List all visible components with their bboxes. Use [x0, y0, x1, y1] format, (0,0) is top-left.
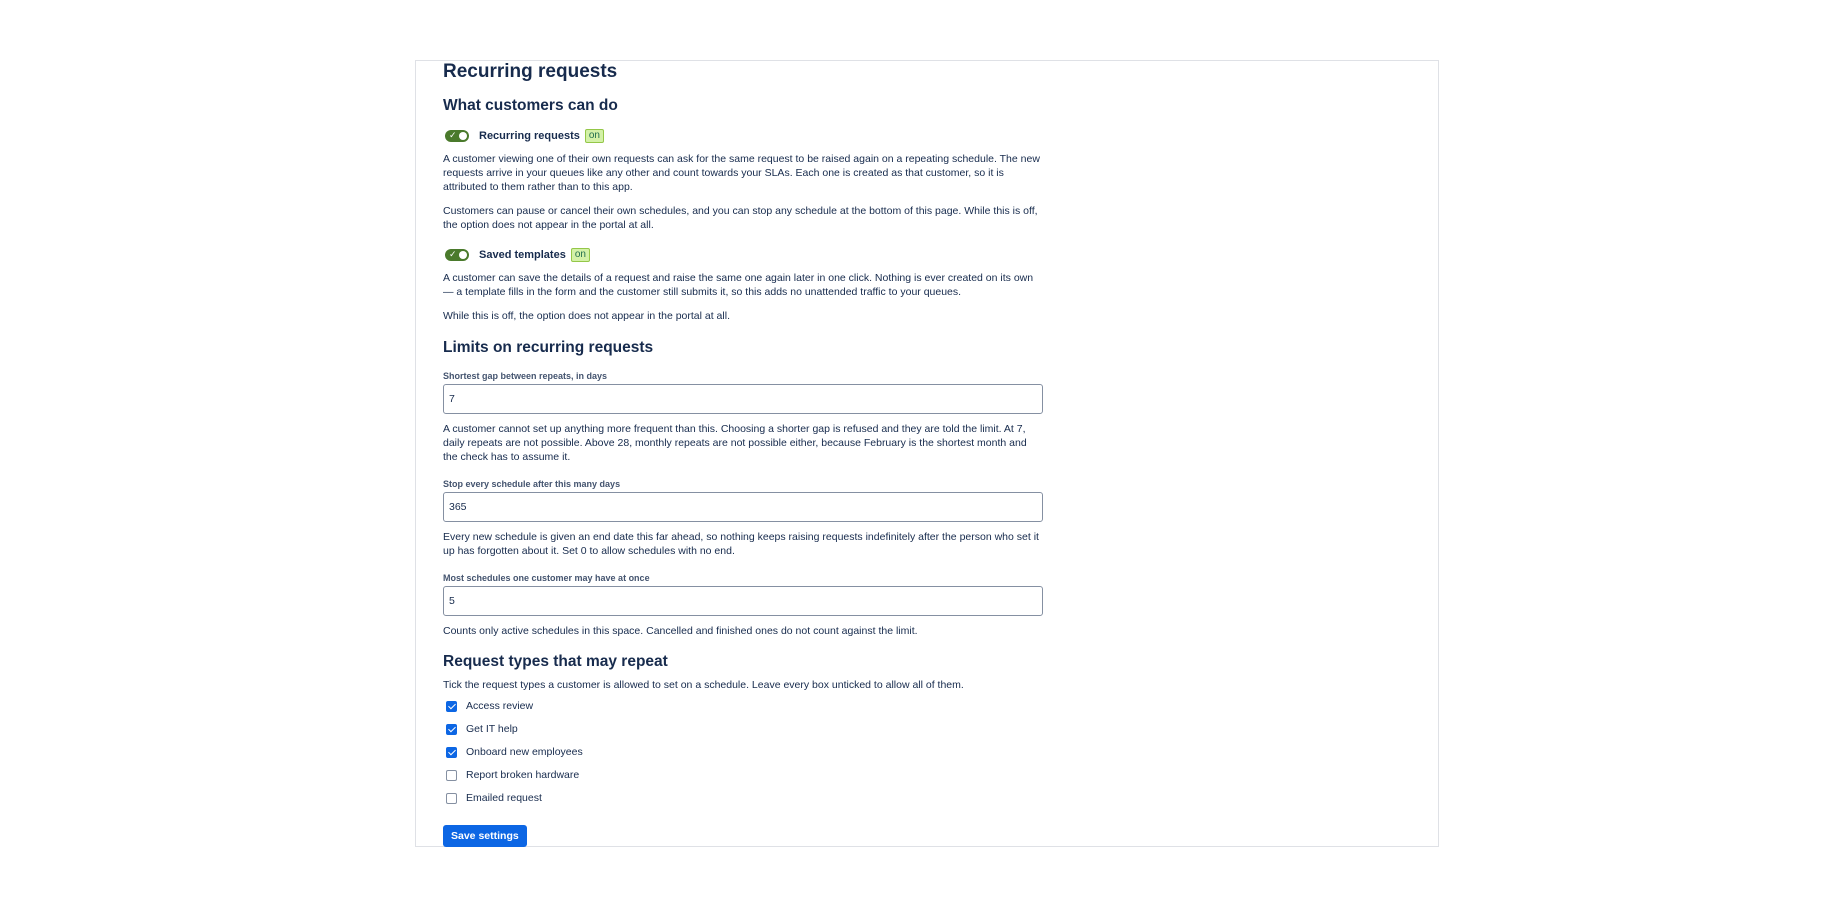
stop-help-text: Every new schedule is given an end date this far ahead, so nothing keeps raising requests indefinitely after the person who set it up has forgotten about it. Set 0 to allow schedules with no end. — [443, 531, 1039, 558]
request-type-option[interactable] — [443, 791, 542, 805]
checkbox-get-it-help[interactable] — [446, 724, 457, 735]
gap-field-label: Shortest gap between repeats, in days — [443, 371, 608, 381]
request-type-option[interactable] — [443, 768, 579, 782]
recurring-description: A customer viewing one of their own requests can ask for the same request to be raised again on a repeating schedule. The new requests arrive in your queues like any other and count towards your SLAs. Each one is created as that customer, so it is attributed to them rather than to this app. — [443, 153, 1040, 194]
checkbox-emailed-request[interactable] — [446, 793, 457, 804]
templates-description-secondary: While this is off, the option does not appear in the portal at all. — [443, 310, 730, 322]
page-title: Recurring requests — [443, 61, 618, 82]
toggle-knob — [459, 132, 467, 140]
request-type-option[interactable] — [443, 722, 518, 736]
settings-panel — [415, 60, 1439, 847]
request-type-option[interactable] — [443, 699, 533, 713]
saved-templates-label: Saved templates — [479, 249, 566, 261]
saved-templates-toggle[interactable] — [445, 249, 469, 261]
recurring-description-secondary: Customers can pause or cancel their own schedules, and you can stop any schedule at the bottom of this page. While this is off, the option does not appear in the portal at all. — [443, 205, 1038, 232]
status-badge: on — [585, 129, 604, 143]
templates-description: A customer can save the details of a request and raise the same one again later in one click. Nothing is ever created on its own — a template fills in the form and the customer still submits it, so this adds no unattended traffic to your queues. — [443, 272, 1034, 299]
max-field-label: Most schedules one customer may have at once — [443, 573, 650, 583]
check-icon: ✓ — [449, 249, 457, 259]
gap-help-text: A customer cannot set up anything more frequent than this. Choosing a shorter gap is refused and they are told the limit. At 7, daily repeats are not possible. Above 28, monthly repeats are not possible either, because February is the shortest month and the check has to assume it. — [443, 423, 1027, 464]
recurring-requests-toggle[interactable] — [445, 130, 469, 142]
toggle-knob — [459, 251, 467, 259]
request-type-label: Report broken hardware — [466, 769, 580, 781]
request-type-label: Get IT help — [466, 723, 518, 735]
checkbox-onboard-new-employees[interactable] — [446, 747, 457, 758]
request-type-label: Onboard new employees — [466, 746, 583, 758]
checkbox-report-broken-hardware[interactable] — [446, 770, 457, 781]
stop-days-input[interactable] — [443, 492, 1043, 522]
toggle-row-templates — [443, 247, 590, 263]
section-heading-types: Request types that may repeat — [443, 653, 668, 670]
toggle-row-recurring — [443, 128, 604, 144]
recurring-requests-label: Recurring requests — [479, 130, 580, 142]
max-schedules-input[interactable] — [443, 586, 1043, 616]
request-type-label: Access review — [466, 700, 534, 712]
types-help-text: Tick the request types a customer is allowed to set on a schedule. Leave every box unticked to allow all of them. — [443, 679, 964, 691]
gap-days-input[interactable] — [443, 384, 1043, 414]
request-type-option[interactable] — [443, 745, 583, 759]
status-badge: on — [571, 248, 590, 262]
section-heading-customers: What customers can do — [443, 97, 618, 114]
check-icon: ✓ — [449, 130, 457, 140]
section-heading-limits: Limits on recurring requests — [443, 339, 654, 356]
checkbox-access-review[interactable] — [446, 701, 457, 712]
save-settings-button[interactable]: Save settings — [443, 825, 527, 847]
request-type-label: Emailed request — [466, 792, 542, 804]
stop-field-label: Stop every schedule after this many days — [443, 479, 621, 489]
max-help-text: Counts only active schedules in this space. Cancelled and finished ones do not count against the limit. — [443, 625, 918, 637]
